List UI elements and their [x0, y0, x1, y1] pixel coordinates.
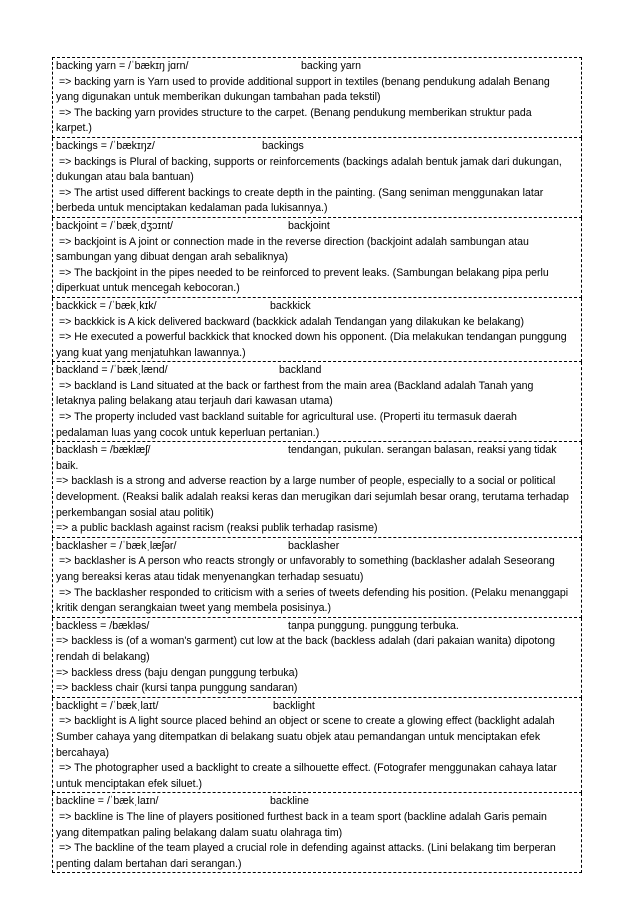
entry-definition-line: => backline is The line of players positioned furthest back in a team sport (backline adalah Garis pemain	[56, 810, 547, 823]
entry-definition-line: perkembangan sosial atau politik)	[56, 506, 214, 519]
entry-definition-line: pedalaman luas yang cocok untuk keperluan pertanian.)	[56, 426, 320, 439]
entry-definition-line: => backlasher is A person who reacts strongly or unfavorably to something (backlasher adalah Seseorang	[56, 555, 555, 568]
entry-header	[56, 219, 579, 235]
entry-definition-line: => He executed a powerful backkick that knocked down his opponent. (Dia melakukan tendangan punggung	[56, 331, 567, 344]
dictionary-entry	[52, 138, 582, 218]
entry-translation: backline	[270, 795, 309, 808]
entry-definition-line: rendah di belakang)	[56, 650, 150, 663]
entry-header	[56, 539, 579, 555]
entry-header	[56, 619, 579, 635]
entry-definition-line: bercahaya)	[56, 746, 109, 759]
entry-definition-line: => The photographer used a backlight to create a silhouette effect. (Fotografer menggunakan cahaya latar	[56, 762, 557, 775]
entry-definition-line: baik.	[56, 459, 79, 472]
entry-definition-line: kritik dengan serangkaian tweet yang membela posisinya.)	[56, 602, 331, 615]
entry-term: backings = /ˈbækɪŋz/	[56, 139, 155, 152]
entry-definition-line: => backless is (of a woman's garment) cut low at the back (backless adalah (dari pakaian wanita) dipotong	[56, 635, 556, 648]
entry-term: backkick = /ˈbækˌkɪk/	[56, 299, 157, 312]
entry-translation: backings	[262, 139, 304, 152]
entry-header	[56, 59, 579, 75]
entry-definition-line: dukungan atau bala bantuan)	[56, 171, 194, 184]
entry-definition-line: yang bereaksi keras atau tidak menyenangkan terhadap sesuatu)	[56, 571, 364, 583]
dictionary-entry	[52, 698, 582, 794]
entry-definition-line: => backlight is A light source placed behind an object or scene to create a glowing effect (backlight adalah	[56, 715, 555, 728]
entry-definition-line: => The backjoint in the pipes needed to be reinforced to prevent leaks. (Sambungan belakang pipa perlu	[56, 266, 549, 279]
entry-translation: backjoint	[288, 219, 330, 232]
dictionary-entry	[52, 298, 582, 362]
entry-definition-line: yang kuat yang menjatuhkan lawannya.)	[56, 346, 246, 359]
entry-definition-line: => backing yarn is Yarn used to provide additional support in textiles (benang pendukung adalah Benang	[56, 75, 550, 88]
entry-definition-line: untuk menciptakan efek siluet.)	[56, 777, 203, 790]
entry-translation: backkick	[270, 299, 311, 312]
entry-translation: backlasher	[288, 539, 340, 552]
entry-definition-line: => backjoint is A joint or connection made in the reverse direction (backjoint adalah sambungan atau	[56, 235, 529, 248]
entry-translation: backland	[279, 364, 322, 377]
entry-term: backlight = /ˈbækˌlaɪt/	[56, 699, 159, 712]
dictionary-entry	[52, 618, 582, 698]
entry-header	[56, 139, 579, 155]
dictionary-entry	[52, 362, 582, 442]
entry-definition-line: penting dalam bertahan dari serangan.)	[56, 857, 242, 870]
entry-definition-line: => backings is Plural of backing, supports or reinforcements (backings adalah bentuk jamak dari dukungan,	[56, 155, 562, 168]
entry-header	[56, 699, 579, 715]
dictionary-entry	[52, 57, 582, 138]
entry-definition-line: yang digunakan untuk memberikan dukungan tambahan pada tekstil)	[56, 91, 381, 104]
entry-definition-line: berbeda untuk menciptakan kedalaman pada lukisannya.)	[56, 202, 328, 215]
entry-definition-line: letaknya paling belakang atau terjauh dari kawasan utama)	[56, 395, 333, 408]
entry-term: backland = /ˈbækˌlænd/	[56, 364, 168, 377]
entry-definition-line: diperkuat untuk mencegah kebocoran.)	[56, 282, 240, 295]
entry-definition-line: => The artist used different backings to create depth in the painting. (Sang seniman menggunakan latar	[56, 186, 544, 199]
entry-term: backjoint = /ˈbækˌdʒɔɪnt/	[56, 219, 174, 232]
entry-definition-line: => The property included vast backland suitable for agricultural use. (Properti itu termasuk daerah	[56, 411, 517, 424]
dictionary-entry	[52, 218, 582, 298]
dictionary-entry	[52, 538, 582, 618]
entry-term: backlasher = /ˈbækˌlæʃər/	[56, 539, 177, 552]
entry-translation: tendangan, pukulan. serangan balasan, reaksi yang tidak	[288, 444, 557, 457]
entry-header	[56, 363, 579, 379]
entry-term: backline = /ˈbækˌlaɪn/	[56, 795, 159, 808]
entry-term: backless = /bækləs/	[56, 619, 150, 632]
entry-definition-line: => a public backlash against racism (reaksi publik terhadap rasisme)	[56, 522, 378, 535]
dictionary-entry	[52, 442, 582, 538]
entry-definition-line: sambungan yang dibuat dengan arah sebaliknya)	[56, 251, 289, 264]
entry-definition-line: => backkick is A kick delivered backward (backkick adalah Tendangan yang dilakukan ke belakang)	[56, 315, 524, 328]
entry-definition-line: development. (Reaksi balik adalah reaksi keras dan merugikan dari sejumlah besar orang, terutama terhadap	[56, 491, 569, 504]
entry-translation: backlight	[273, 699, 315, 712]
entry-translation: tanpa punggung. punggung terbuka.	[288, 619, 459, 632]
entry-definition-line: => The backlasher responded to criticism with a series of tweets defending his position. (Pelaku menanggapi	[56, 586, 569, 599]
entry-definition-line: => backlash is a strong and adverse reaction by a large number of people, especially to a social or political	[56, 475, 556, 488]
entry-definition-line: => backless chair (kursi tanpa punggung sandaran)	[56, 682, 298, 695]
entry-definition-line: => The backline of the team played a crucial role in defending against attacks. (Lini belakang tim berperan	[56, 842, 556, 855]
entry-definition-line: => backland is Land situated at the back or farthest from the main area (Backland adalah Tanah yang	[56, 379, 534, 392]
entry-translation: backing yarn	[301, 60, 362, 72]
entry-header	[56, 794, 579, 810]
dictionary-entry	[52, 793, 582, 873]
entry-term: backing yarn = /ˈbækɪŋ jɑrn/	[56, 60, 189, 72]
entry-definition-line: Sumber cahaya yang ditempatkan di belakang suatu objek atau pemandangan untuk menciptakan efek	[56, 730, 541, 743]
entry-term: backlash = /bæklæʃ/	[56, 444, 151, 457]
entry-definition-line: yang ditempatkan paling belakang dalam suatu olahraga tim)	[56, 826, 343, 839]
entry-definition-line: => The backing yarn provides structure to the carpet. (Benang pendukung memberikan struktur pada	[56, 106, 532, 119]
entry-definition-line: => backless dress (baju dengan punggung terbuka)	[56, 666, 299, 679]
entry-header	[56, 443, 579, 459]
entry-definition-line: karpet.)	[56, 122, 92, 135]
entry-header	[56, 299, 579, 315]
dictionary-page	[52, 57, 582, 873]
